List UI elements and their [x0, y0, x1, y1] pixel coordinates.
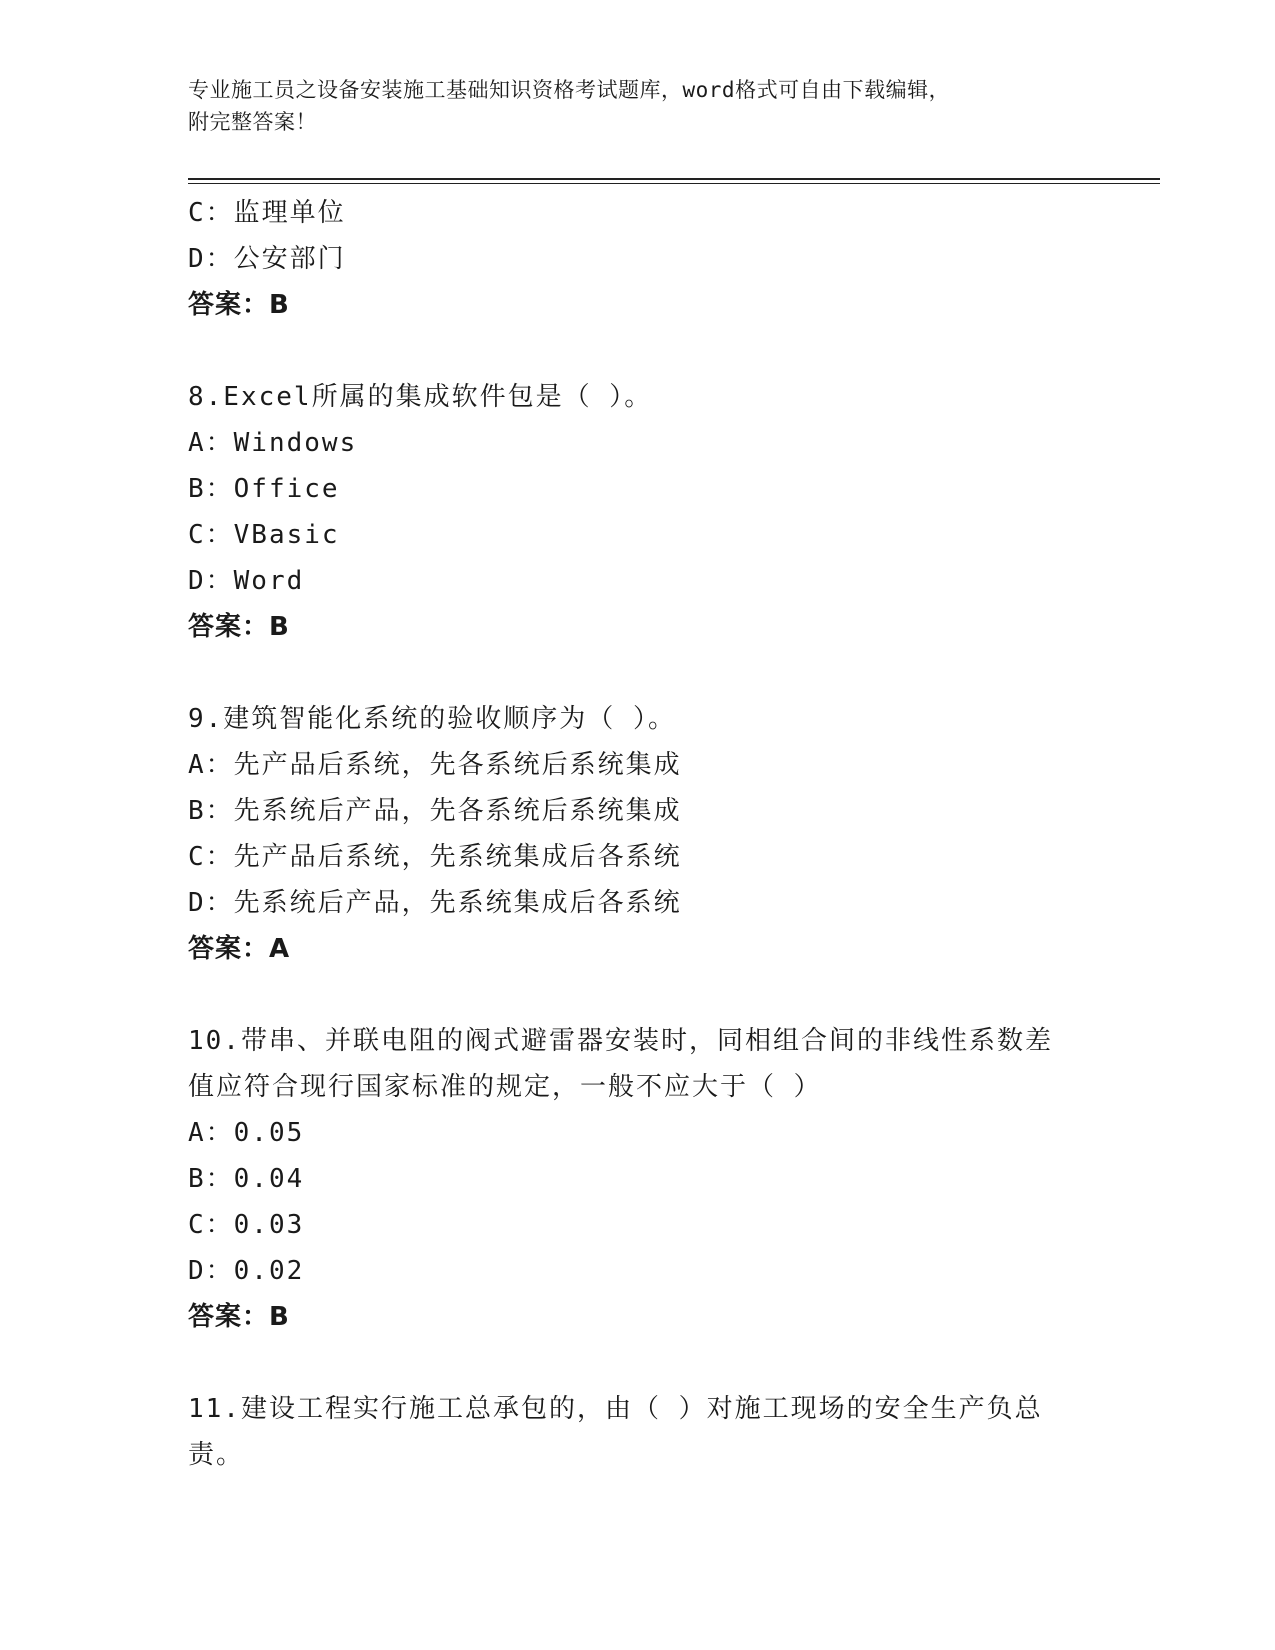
option-b: B：先系统后产品，先各系统后系统集成: [188, 796, 682, 826]
option-c: C：监理单位: [188, 198, 346, 228]
spacer: [188, 328, 1088, 374]
option-c: C：0.03: [188, 1210, 305, 1240]
answer: 答案：A: [188, 934, 291, 964]
header-line-2: 附完整答案！: [188, 110, 317, 134]
header-line-1: 专业施工员之设备安装施工基础知识资格考试题库，word格式可自由下载编辑，: [188, 78, 951, 102]
option-c: C：VBasic: [188, 520, 340, 550]
question-10: [188, 1018, 1088, 1340]
question-text-line-1: 11.建设工程实行施工总承包的，由（ ）对施工现场的安全生产负总: [188, 1394, 1043, 1424]
question-content: [188, 190, 1088, 1478]
answer: 答案：B: [188, 290, 290, 320]
document-header: [188, 74, 1088, 138]
option-a: A：先产品后系统，先各系统后系统集成: [188, 750, 682, 780]
question-text: 9.建筑智能化系统的验收顺序为（ ）。: [188, 704, 676, 734]
header-divider-thin: [188, 183, 1160, 184]
question-8: [188, 374, 1088, 650]
answer: 答案：B: [188, 612, 290, 642]
spacer: [188, 972, 1088, 1018]
question-text-line-2: 责。: [188, 1440, 245, 1470]
question-9: [188, 696, 1088, 972]
question-7-continuation: [188, 190, 1088, 328]
header-divider-thick: [188, 178, 1160, 180]
option-a: A：Windows: [188, 428, 358, 458]
option-d: D：0.02: [188, 1256, 305, 1286]
option-d: D：先系统后产品，先系统集成后各系统: [188, 888, 682, 918]
option-a: A：0.05: [188, 1118, 305, 1148]
option-c: C：先产品后系统，先系统集成后各系统: [188, 842, 682, 872]
option-b: B：0.04: [188, 1164, 305, 1194]
spacer: [188, 1340, 1088, 1386]
question-11: [188, 1386, 1088, 1478]
option-d: D：Word: [188, 566, 305, 596]
option-b: B：Office: [188, 474, 340, 504]
spacer: [188, 650, 1088, 696]
question-text: 8.Excel所属的集成软件包是（ ）。: [188, 382, 653, 412]
question-text-line-1: 10.带串、并联电阻的阀式避雷器安装时，同相组合间的非线性系数差: [188, 1026, 1053, 1056]
answer: 答案：B: [188, 1302, 290, 1332]
option-d: D：公安部门: [188, 244, 346, 274]
question-text-line-2: 值应符合现行国家标准的规定，一般不应大于（ ）: [188, 1072, 822, 1102]
